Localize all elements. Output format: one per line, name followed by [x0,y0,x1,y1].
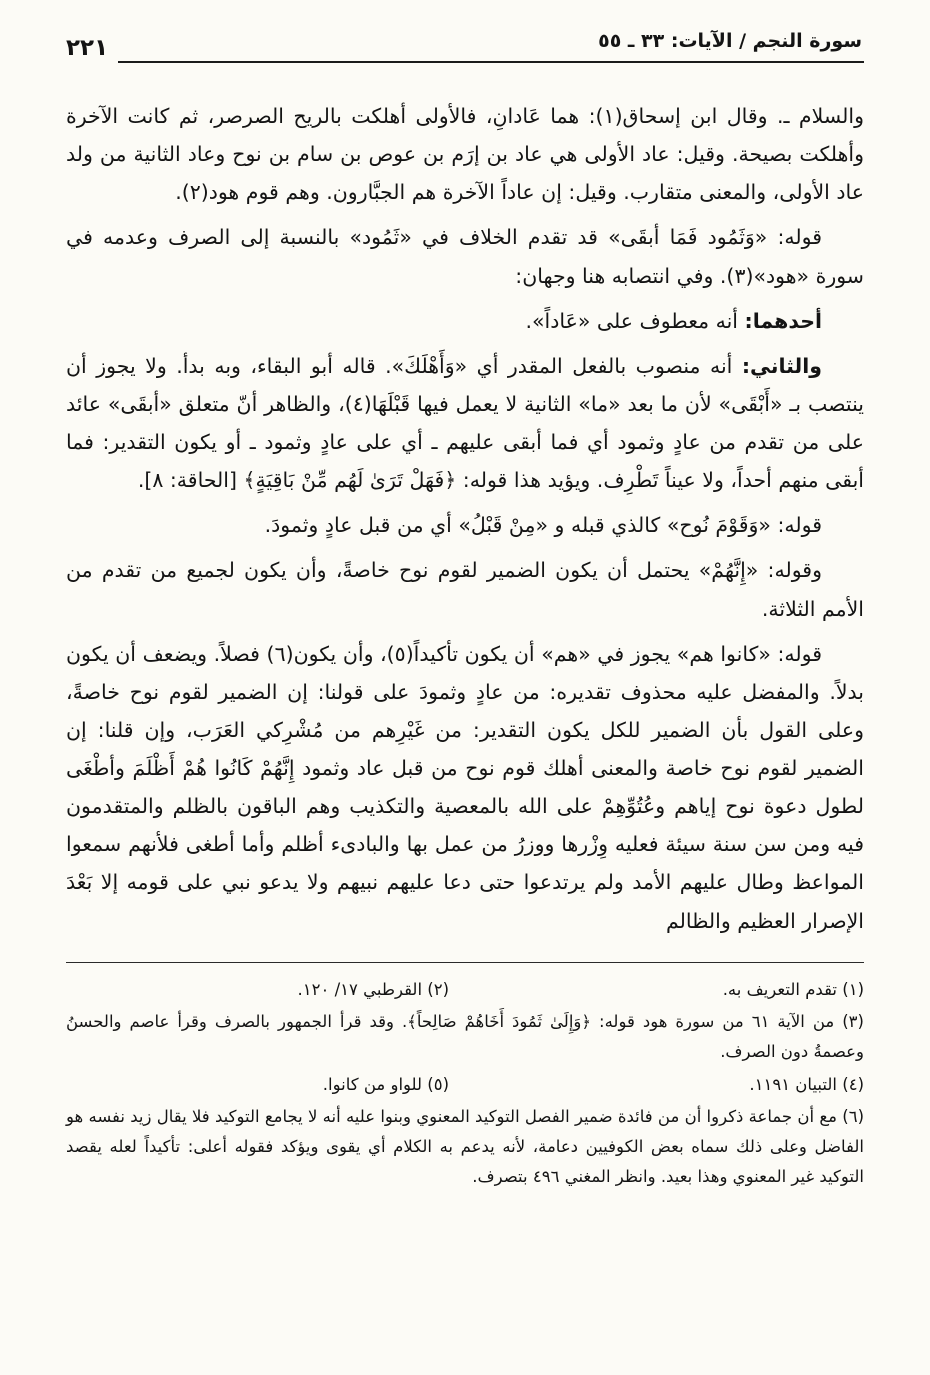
paragraph-text: والسلام ـ. وقال ابن إسحاق(١): هما عَادانِ، فالأولى أهلكت بالريح الصرصر، ثم كانت الآخرة وأهلكت بصيحة. وقيل: عاد الأولى هي عاد بن إرَم بن عوص بن سام بن نوح وعاد الثانية من ولد عاد الأولى، والمعنى متقارب. وقيل: إن عاداً الآخرة هم الجبَّارون. وهم قوم هود(٢). [66,104,864,205]
header-title: سورة النجم / الآيات: ٣٣ ـ ٥٥ [592,30,864,63]
footnote: (٣) من الآية ٦١ من سورة هود قوله: ﴿وَإِلَىٰ ثَمُودَ أَخَاهُمْ صَالِحاً﴾. وقد قرأ الجمهور بالصرف وقرأ عاصم والحسنُ وعصمةُ دون الصرف. [66,1012,864,1061]
paragraph [66,218,864,294]
paragraph-text: قوله: «وَقَوْمَ نُوح» كالذي قبله و «مِنْ قَبْلُ» أي من قبل عادٍ وثمودَ. [264,513,822,538]
paragraph-text: قوله: «وَثَمُود فَمَا أبقَى» قد تقدم الخلاف في «ثَمُود» بالنسبة إلى الصرف وعدمه في سورة «هود»(٣). وفي انتصابه هنا وجهان: [66,225,864,288]
footnote: (٥) للواو من كانوا. [322,1074,450,1094]
paragraph-lead: أحدهما: [744,308,822,333]
footnote-row [66,975,864,1005]
footnotes [66,975,864,1192]
paragraph [66,97,864,211]
paragraph-text: أنه منصوب بالفعل المقدر أي «وَأَهْلَكَ». قاله أبو البقاء، وبه بدأ. ولا يجوز أن ينتصب بـ «أَبْقَى» لأن ما بعد «ما» الثانية لا يعمل فيها قَبْلَهَا(٤)، والظاهر أنّ متعلق «أبقَى» عائد على من تقدم من عادٍ وثمود أي فما أبقى عليهم ـ أي على عادٍ وثمود ـ أو يكون التقدير: فما أبقى منهم أحداً، ولا عيناً تَطْرِف. ويؤيد هذا قوله: ﴿فَهَلْ تَرَىٰ لَهُم مِّنْ بَاقِيَةٍ﴾ [الحاقة: ٨]. [66,353,864,493]
paragraph-text: أنه معطوف على «عَاداً». [525,308,745,333]
footnote: (٢) القرطبي ١٧/ ١٢٠. [297,979,450,999]
paragraph [66,302,864,340]
footnote-separator [66,962,864,963]
paragraph [66,635,864,940]
page-number: ٢٢١ [66,35,109,61]
paragraph-text: وقوله: «إِنَّهُمْ» يحتمل أن يكون الضمير لقوم نوح خاصةً، وأن يكون لجميع من تقدم من الأمم الثلاثة. [66,558,864,621]
header-rule [118,61,592,63]
footnote: (٤) التبيان ١١٩١. [749,1074,864,1094]
paragraph-text: قوله: «كانوا هم» يجوز في «هم» أن يكون تأكيداً(٥)، وأن يكون(٦) فصلاً. ويضعف أن يكون بدلاً. والمفضل عليه محذوف تقديره: من عادٍ وثمودَ على قولنا: إن الضمير لقوم نوح خاصةً، وعلى القول بأن الضمير للكل يكون التقدير: من غَيْرِهم من مُشْرِكي العَرَب، وإن قلنا: إن الضمير لقوم نوح خاصة والمعنى أهلك قوم نوح من قبل عاد وثمود إِنَّهُمْ كَانُوا هُمْ أَظْلَمَ وأطْغَى لطول دعوة نوح إياهم وعُتُوِّهِمْ على الله بالمعصية والتكذيب وهم الباقون بالظلم والمتقدمون فيه ومن سن سنة سيئة فعليه وِزْرها ووزرُ من عمل بها والبادىء أظلم وأما أطغى فلأنهم سمعوا المواعظ وطال عليهم الأمد ولم يرتدعوا حتى دعا عليهم نبيهم ولا يدعو نبي على قومه إلا بَعْدَ الإصرار العظيم والظالم [66,641,864,933]
footnote: (٦) مع أن جماعة ذكروا أن من فائدة ضمير الفصل التوكيد المعنوي وبنوا عليه أنه لا يجامع التوكيد فلا يقال زيد نفسه هو الفاضل وعلى ذلك سماه بعض الكوفيين دعامة، لأنه يدعم به الكلام أي يقوى ويؤكد فقوله أعلى: تأكيداً لعله يقصد التوكيد غير المعنوي وهذا بعيد. وانظر المغني ٤٩٦ بتصرف. [66,1107,864,1186]
paragraph [66,347,864,500]
footnote: (١) تقدم التعريف به. [722,979,864,999]
paragraph [66,551,864,627]
footnote-row [66,1070,864,1100]
paragraph-lead: والثاني: [741,353,822,378]
page-header [66,30,864,63]
paragraph [66,506,864,544]
body-text [66,97,864,940]
